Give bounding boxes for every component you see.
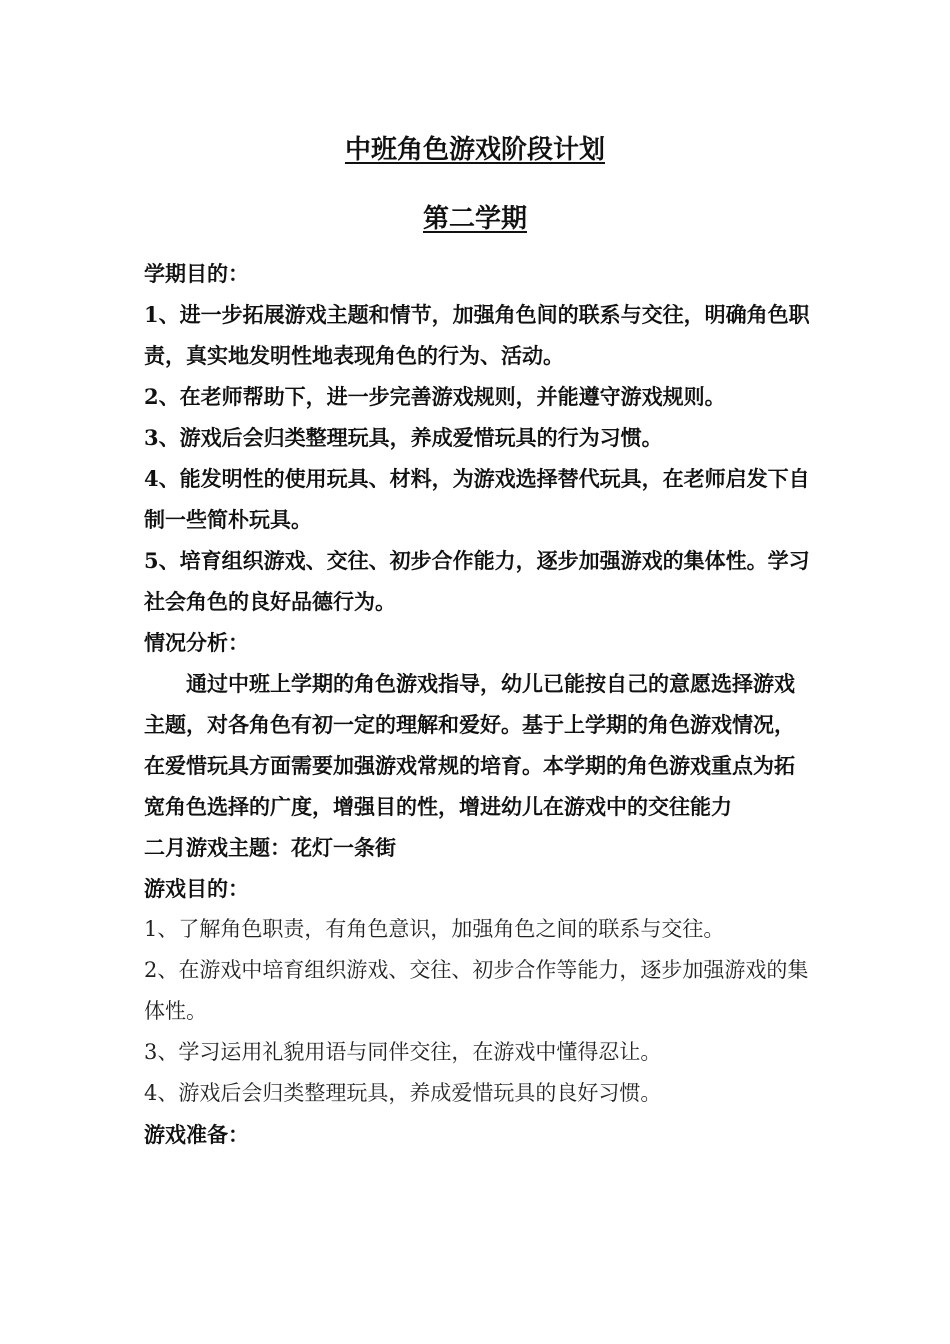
game-goal-item-2: 2、在游戏中培育组织游戏、交往、初步合作等能力，逐步加强游戏的集体性。 [144, 958, 809, 1023]
game-goal-item-3: 3、学习运用礼貌用语与同伴交往，在游戏中懂得忍让。 [144, 1040, 662, 1064]
document-body [144, 253, 810, 1155]
situation-analysis-paragraph: 通过中班上学期的角色游戏指导，幼儿已能按自己的意愿选择游戏主题，对各角色有初一定的理解和爱好。基于上学期的角色游戏情况，在爱惜玩具方面需要加强游戏常规的培育。本学期的角色游戏重点为拓宽角色选择的广度，增强目的性，增进幼儿在游戏中的交往能力 [144, 671, 795, 819]
goal-item-5: 5、培育组织游戏、交往、初步合作能力，逐步加强游戏的集体性。学习社会角色的良好品德行为。 [144, 548, 810, 614]
game-goal-item-1: 1、了解角色职责，有角色意识，加强角色之间的联系与交往。 [144, 917, 725, 941]
document-subtitle [0, 202, 950, 236]
heading-game-goals: 游戏目的： [144, 876, 249, 901]
goal-item-2: 2、在老师帮助下，进一步完善游戏规则，并能遵守游戏规则。 [144, 384, 726, 409]
document-title-text: 中班角色游戏阶段计划 [344, 135, 605, 165]
document-title [0, 133, 950, 167]
goal-item-1: 1、进一步拓展游戏主题和情节，加强角色间的联系与交往，明确角色职责，真实地发明性地表现角色的行为、活动。 [144, 302, 810, 368]
goal-item-4: 4、能发明性的使用玩具、材料，为游戏选择替代玩具，在老师启发下自制一些简朴玩具。 [144, 466, 810, 532]
heading-game-preparation: 游戏准备： [144, 1122, 249, 1147]
game-goal-item-4: 4、游戏后会归类整理玩具，养成爱惜玩具的良好习惯。 [144, 1081, 662, 1105]
heading-situation-analysis: 情况分析： [144, 630, 249, 655]
document-subtitle-text: 第二学期 [422, 204, 527, 234]
goal-item-3: 3、游戏后会归类整理玩具，养成爱惜玩具的行为习惯。 [144, 425, 663, 450]
february-theme: 二月游戏主题：花灯一条街 [144, 835, 396, 860]
heading-semester-goals: 学期目的： [144, 261, 249, 286]
